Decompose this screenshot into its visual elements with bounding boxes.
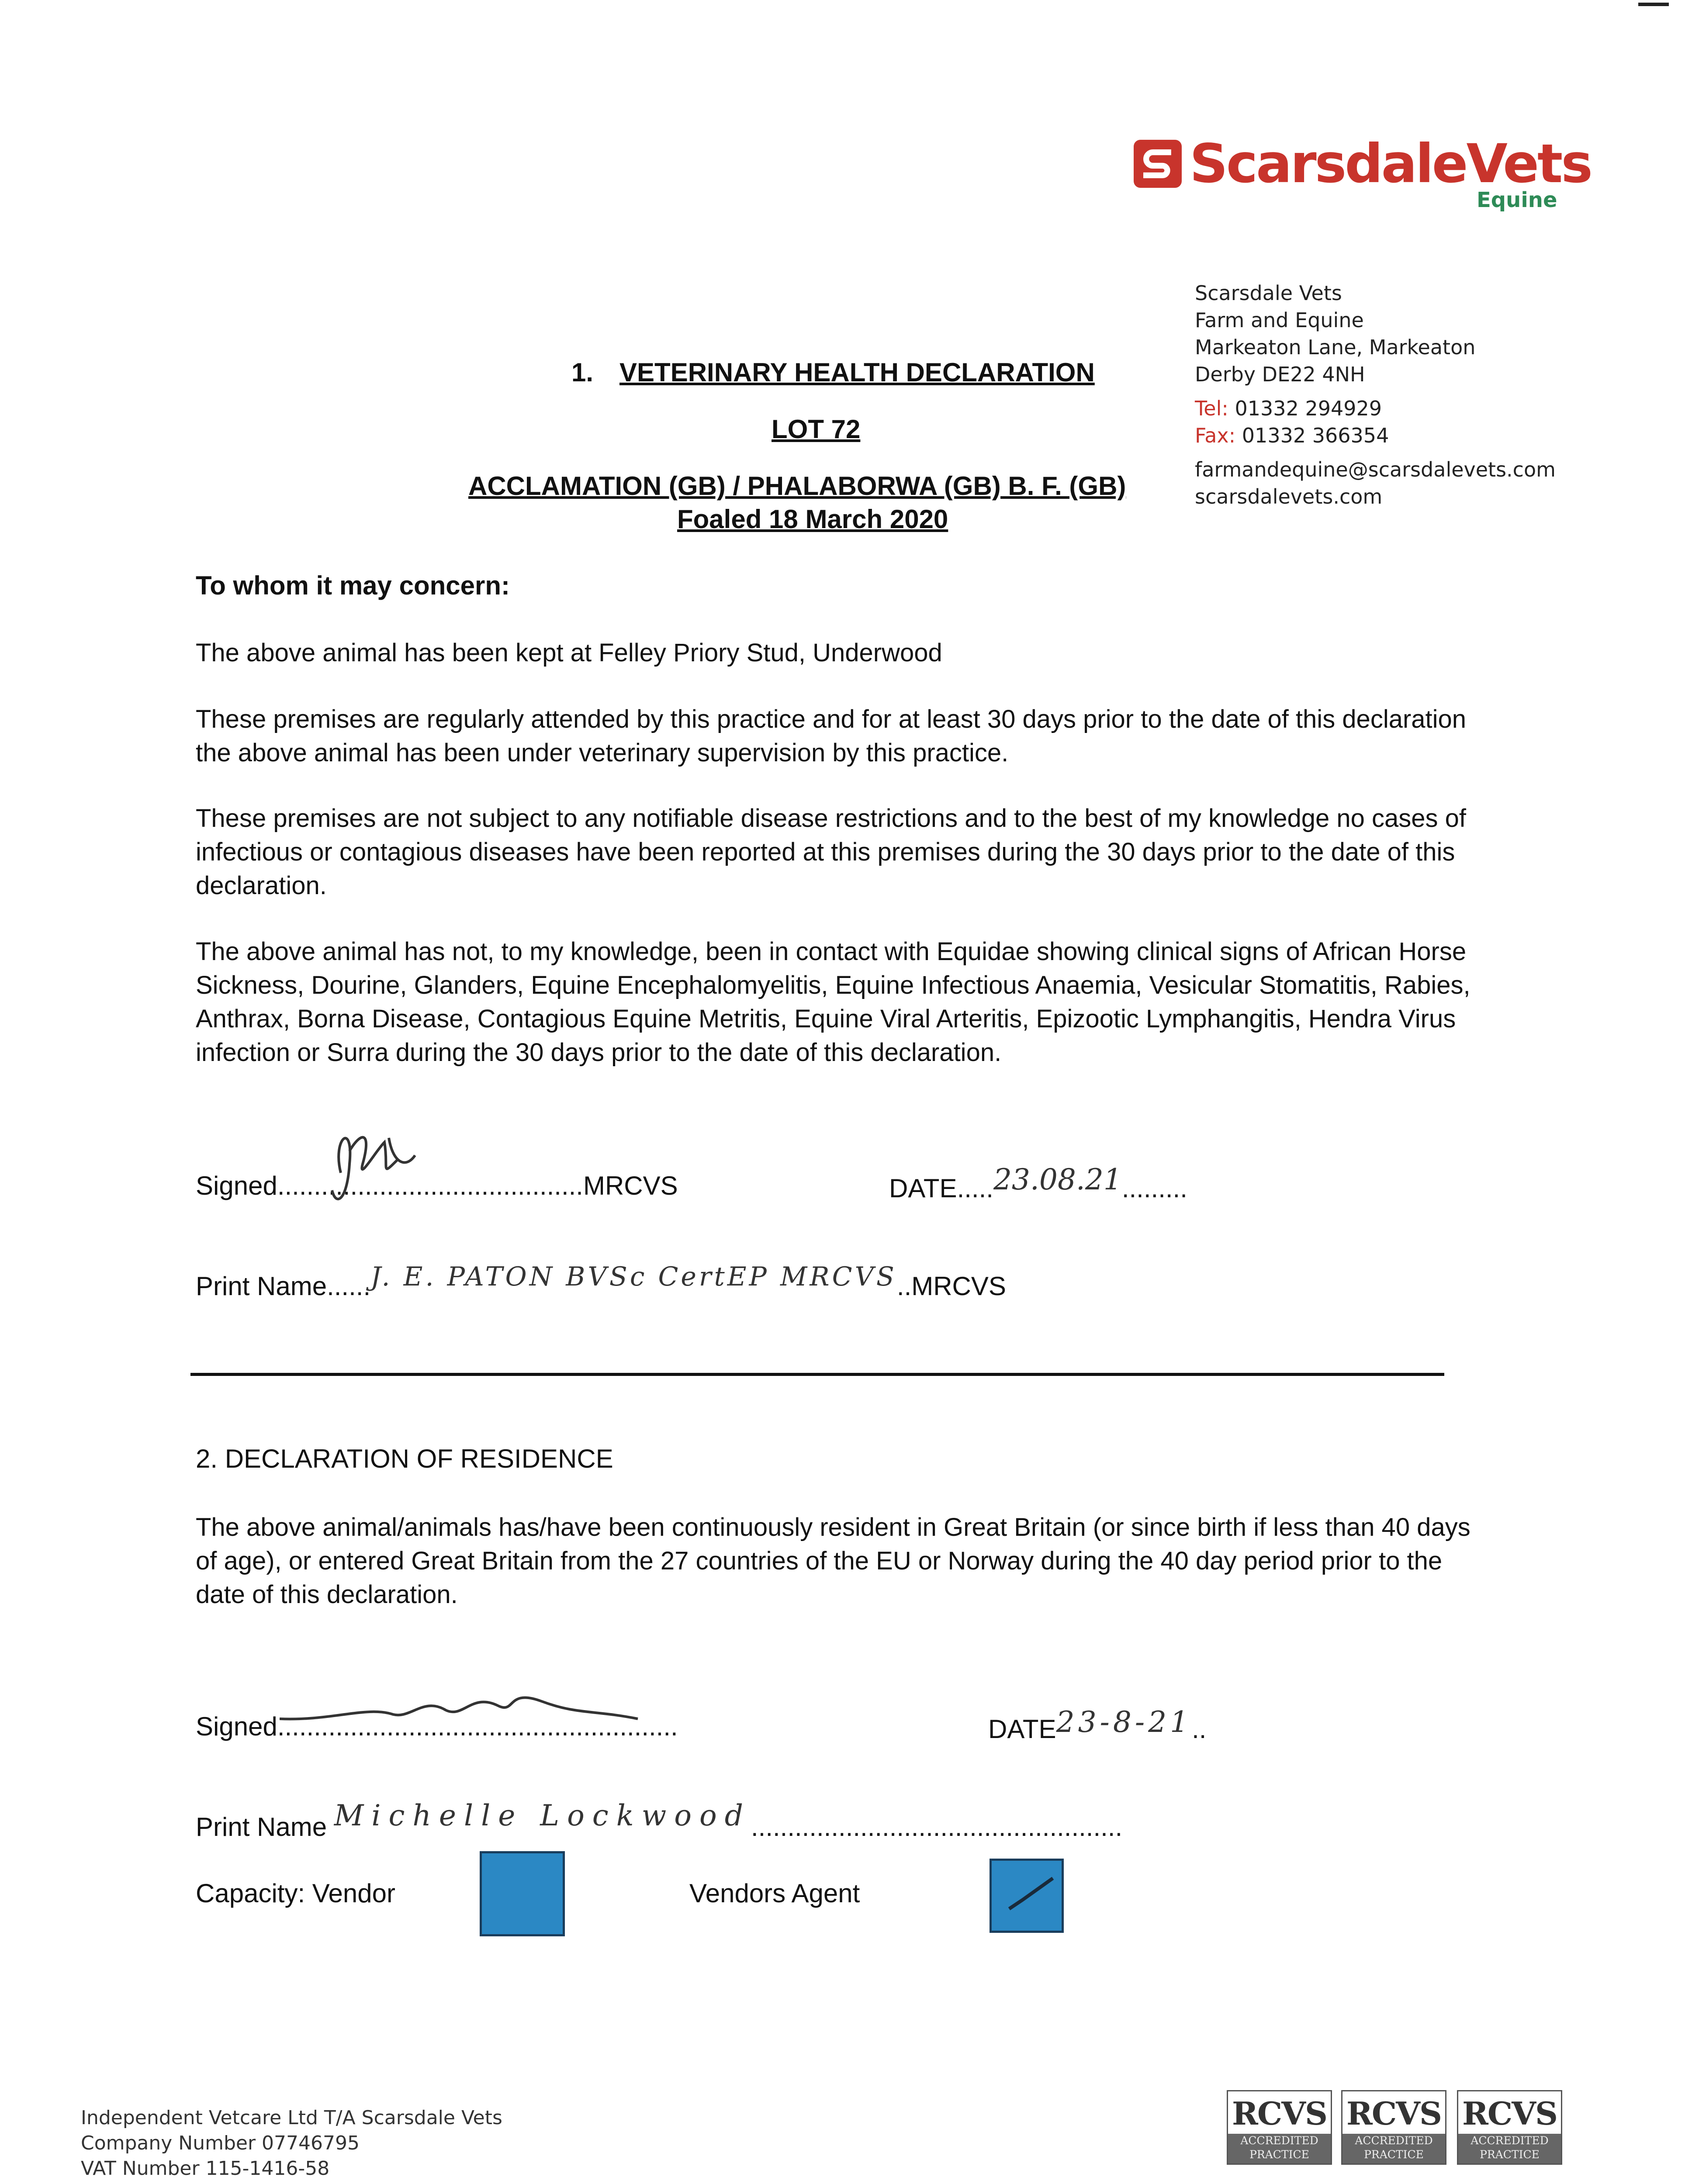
vendor-signature-line: Signed.......................................................	[196, 1712, 678, 1741]
address-line: Derby DE22 4NH	[1195, 363, 1365, 386]
vet-signature-line: Signed..........................................MRCVS	[196, 1171, 678, 1200]
vendor-printed-name: Michelle Lockwood	[334, 1799, 751, 1832]
footer-vat-number: VAT Number 115-1416-58	[81, 2157, 330, 2180]
rcvs-mark: RCVS	[1232, 2095, 1327, 2132]
print-name-label-2: Print Name	[196, 1812, 327, 1842]
pedigree: ACCLAMATION (GB) / PHALABORWA (GB) B. F. (GB)	[468, 471, 1126, 501]
salutation: To whom it may concern:	[196, 571, 510, 600]
foaled-date: Foaled 18 March 2020	[677, 505, 948, 534]
vendor-date-value: 23-8-21	[1056, 1705, 1192, 1739]
rcvs-accredited: ACCREDITED	[1240, 2134, 1318, 2147]
vendor-print-name-line: Print Name Michelle Lockwood...................................................	[196, 1799, 1123, 1842]
section-1-number: 1.	[571, 358, 594, 387]
paragraph-restrictions: These premises are not subject to any notifiable disease restrictions and to the best of my knowledge no cases of infectious or contagious diseases have been reported at this premises during the 30 days prior to the date of this declaration.	[196, 804, 1467, 900]
vet-signature	[323, 1112, 419, 1212]
paragraph-supervision: These premises are regularly attended by this practice and for at least 30 days prior to the date of this declaration the above animal has been under veterinary supervision by this practice.	[196, 705, 1467, 767]
signed-label: Signed	[196, 1171, 277, 1200]
vet-print-name-line: Print Name......J. E. PATON BVSc CertEP MRCVS..MRCVS	[196, 1261, 1006, 1301]
rcvs-accredited-badge	[1341, 2090, 1446, 2165]
lot-number: LOT 72	[772, 415, 861, 444]
address-line: Markeaton Lane, Markeaton	[1195, 335, 1476, 359]
section-divider	[190, 1373, 1444, 1376]
rcvs-accredited: ACCREDITED	[1355, 2134, 1433, 2147]
rcvs-accredited-badge	[1457, 2090, 1562, 2165]
page-edge-mark	[1638, 3, 1669, 6]
practice-address	[1195, 280, 1556, 510]
scarsdale-logo	[1134, 131, 1591, 197]
telephone	[1195, 395, 1556, 422]
print-name-label: Print Name	[196, 1272, 327, 1301]
rcvs-accredited-badge	[1227, 2090, 1332, 2165]
rcvs-mark: RCVS	[1462, 2095, 1557, 2132]
vet-date-value: 23.08.21	[993, 1163, 1122, 1196]
fax	[1195, 422, 1556, 449]
date-label-2: DATE	[988, 1714, 1056, 1744]
brand-name: ScarsdaleVets	[1190, 133, 1591, 195]
vendor-date-line: DATE23-8-21..	[988, 1705, 1207, 1744]
scarsdale-s-icon	[1134, 140, 1182, 188]
rcvs-practice: PRACTICE	[1249, 2148, 1309, 2161]
tel-label: Tel:	[1195, 397, 1228, 420]
address-line: Scarsdale Vets	[1195, 281, 1342, 305]
vendors-agent-label: Vendors Agent	[689, 1879, 860, 1908]
checkmark-icon	[992, 1861, 1062, 1931]
capacity-vendor-label: Capacity: Vendor	[196, 1879, 395, 1908]
section-1-title: VETERINARY HEALTH DECLARATION	[619, 358, 1095, 387]
paragraph-residence: The above animal/animals has/have been continuously resident in Great Britain (or since birth if less than 40 days of age), or entered Great Britain from the 27 countries of the EU or Norway during the 40 day period prior to the date of this declaration.	[196, 1513, 1470, 1609]
signed-label-2: Signed	[196, 1712, 277, 1741]
mrcvs-label: MRCVS	[583, 1171, 678, 1200]
paragraph-diseases: The above animal has not, to my knowledge, been in contact with Equidae showing clinical signs of African Horse Sickness, Dourine, Glanders, Equine Encephalomyelitis, Equine Infectious Anaemia, Vesicular Stomatitis, Rabies, Anthrax, Borna Disease, Contagious Equine Metritis, Equine Viral Arteritis, Epizootic Lymphangitis, Hendra Virus infection or Surra during the 30 days prior to the date of this declaration.	[196, 937, 1470, 1067]
vendors-agent-checkbox[interactable]	[990, 1859, 1064, 1933]
vendor-checkbox[interactable]	[480, 1851, 565, 1936]
date-label: DATE	[889, 1174, 957, 1203]
section-2-title: 2. DECLARATION OF RESIDENCE	[196, 1444, 613, 1473]
brand-subtitle: Equine	[1477, 188, 1557, 212]
footer-company-number: Company Number 07746795	[81, 2132, 360, 2154]
paragraph-premises: The above animal has been kept at Felley Priory Stud, Underwood	[196, 639, 942, 667]
tel-number: 01332 294929	[1235, 397, 1382, 420]
rcvs-mark: RCVS	[1346, 2095, 1441, 2132]
email: farmandequine@scarsdalevets.com	[1195, 458, 1556, 481]
rcvs-practice: PRACTICE	[1364, 2148, 1424, 2161]
fax-label: Fax:	[1195, 424, 1236, 447]
print-mrcvs-label: MRCVS	[911, 1272, 1006, 1301]
rcvs-practice: PRACTICE	[1480, 2148, 1540, 2161]
rcvs-accredited: ACCREDITED	[1470, 2134, 1549, 2147]
vendor-signature	[280, 1679, 647, 1732]
vet-date-line: DATE.....23.08.21.........	[889, 1163, 1187, 1203]
address-line: Farm and Equine	[1195, 308, 1364, 332]
company-footer	[81, 2105, 502, 2181]
website: scarsdalevets.com	[1195, 485, 1383, 508]
fax-number: 01332 366354	[1242, 424, 1389, 447]
vet-printed-name: J. E. PATON BVSc CertEP MRCVS	[370, 1261, 897, 1292]
footer-company-name: Independent Vetcare Ltd T/A Scarsdale Vets	[81, 2107, 502, 2129]
